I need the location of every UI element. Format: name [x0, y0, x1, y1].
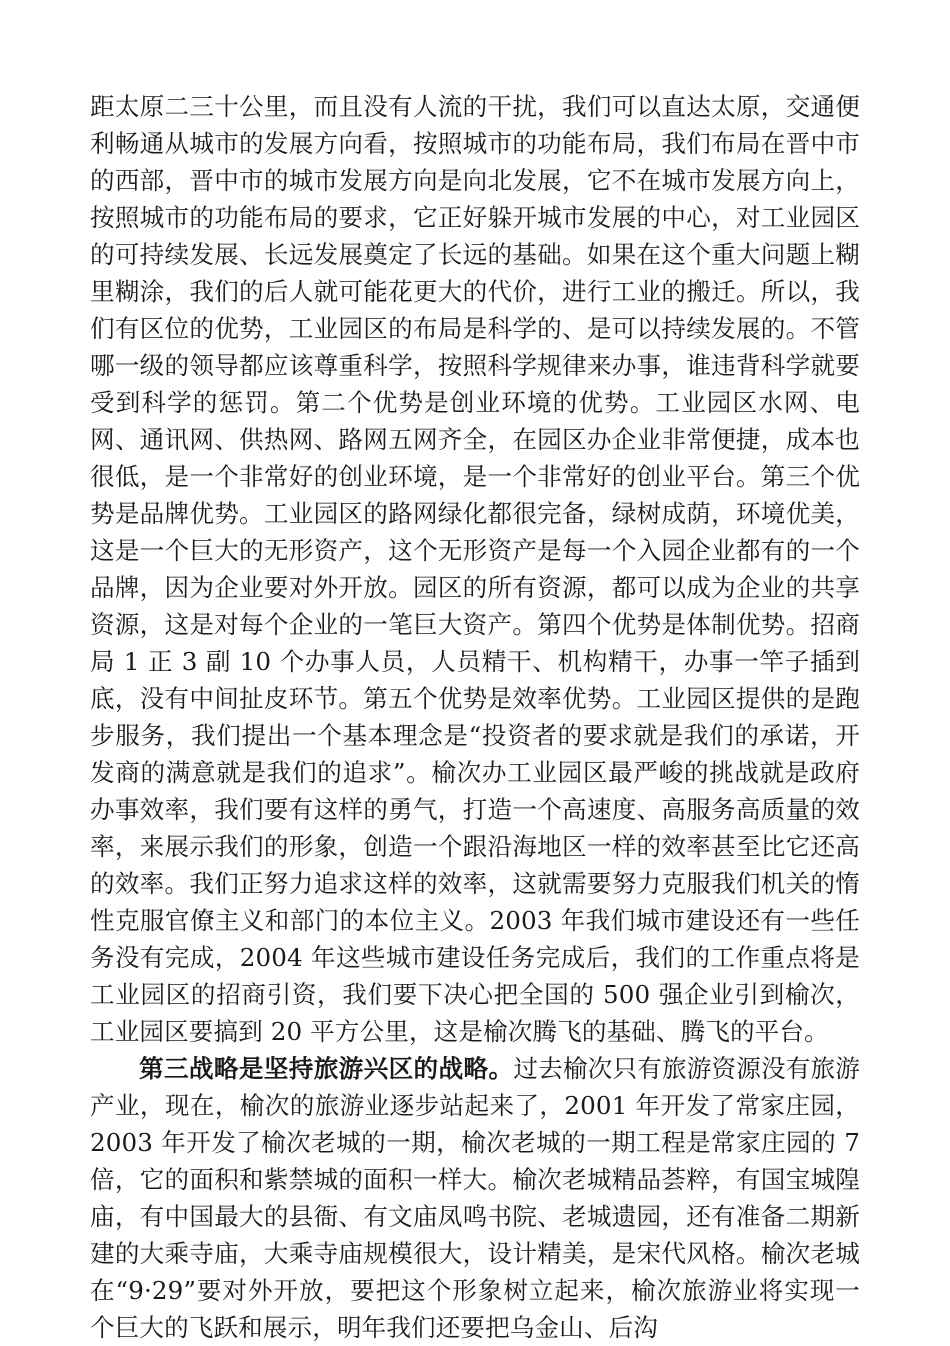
paragraph-continuation: 距太原二三十公里，而且没有人流的干扰，我们可以直达太原，交通便利畅通从城市的发展方向看，按照城市的功能布局，我们布局在晋中市的西部，晋中市的城市发展方向是向北发展，它不在城市发展方向上，按照城市的功能布局的要求，它正好躲开城市发展的中心，对工业园区的可持续发展、长远发展奠定了长远的基础。如果在这个重大问题上糊里糊涂，我们的后人就可能花更大的代价，进行工业的搬迁。所以，我们有区位的优势，工业园区的布局是科学的、是可以持续发展的。不管哪一级的领导都应该尊重科学，按照科学规律来办事，谁违背科学就要受到科学的惩罚。第二个优势是创业环境的优势。工业园区水网、电网、通讯网、供热网、路网五网齐全，在园区办企业非常便捷，成本也很低，是一个非常好的创业环境，是一个非常好的创业平台。第三个优势是品牌优势。工业园区的路网绿化都很完备，绿树成荫，环境优美，这是一个巨大的无形资产，这个无形资产是每一个入园企业都有的一个品牌，因为企业要对外开放。园区的所有资源，都可以成为企业的共享资源，这是对每个企业的一笔巨大资产。第四个优势是体制优势。招商局 1 正 3 副 10 个办事人员，人员精干、机构精干，办事一竿子插到底，没有中间扯皮环节。第五个优势是效率优势。工业园区提供的是跑步服务，我们提出一个基本理念是“投资者的要求就是我们的承诺，开发商的满意就是我们的追求”。榆次办工业园区最严峻的挑战就是政府办事效率，我们要有这样的勇气，打造一个高速度、高服务高质量的效率，来展示我们的形象，创造一个跟沿海地区一样的效率甚至比它还高的效率。我们正努力追求这样的效率，这就需要努力克服我们机关的惰性克服官僚主义和部门的本位主义。2003 年我们城市建设还有一些任务没有完成，2004 年这些城市建设任务完成后，我们的工作重点将是工业园区的招商引资，我们要下决心把全国的 500 强企业引到榆次，工业园区要搞到 20 平方公里，这是榆次腾飞的基础、腾飞的平台。 [90, 92, 860, 1046]
paragraph-third-strategy [90, 1050, 860, 1346]
document-text-block [90, 88, 860, 1346]
paragraph-body-text: 过去榆次只有旅游资源没有旅游产业，现在，榆次的旅游业逐步站起来了，2001 年开发了常家庄园，2003 年开发了榆次老城的一期，榆次老城的一期工程是常家庄园的 7 倍，它的面积和紫禁城的面积一样大。榆次老城精品荟粹，有国宝城隍庙，有中国最大的县衙、有文庙凤鸣书院、老城遗园，还有准备二期新建的大乘寺庙，大乘寺庙规模很大，设计精美，是宋代风格。榆次老城在“9·29”要对外开放，要把这个形象树立起来，榆次旅游业将实现一个巨大的飞跃和展示，明年我们还要把乌金山、后沟 [90, 1054, 860, 1342]
paragraph-lead-bold: 第三战略是坚持旅游兴区的战略。 [139, 1054, 514, 1083]
